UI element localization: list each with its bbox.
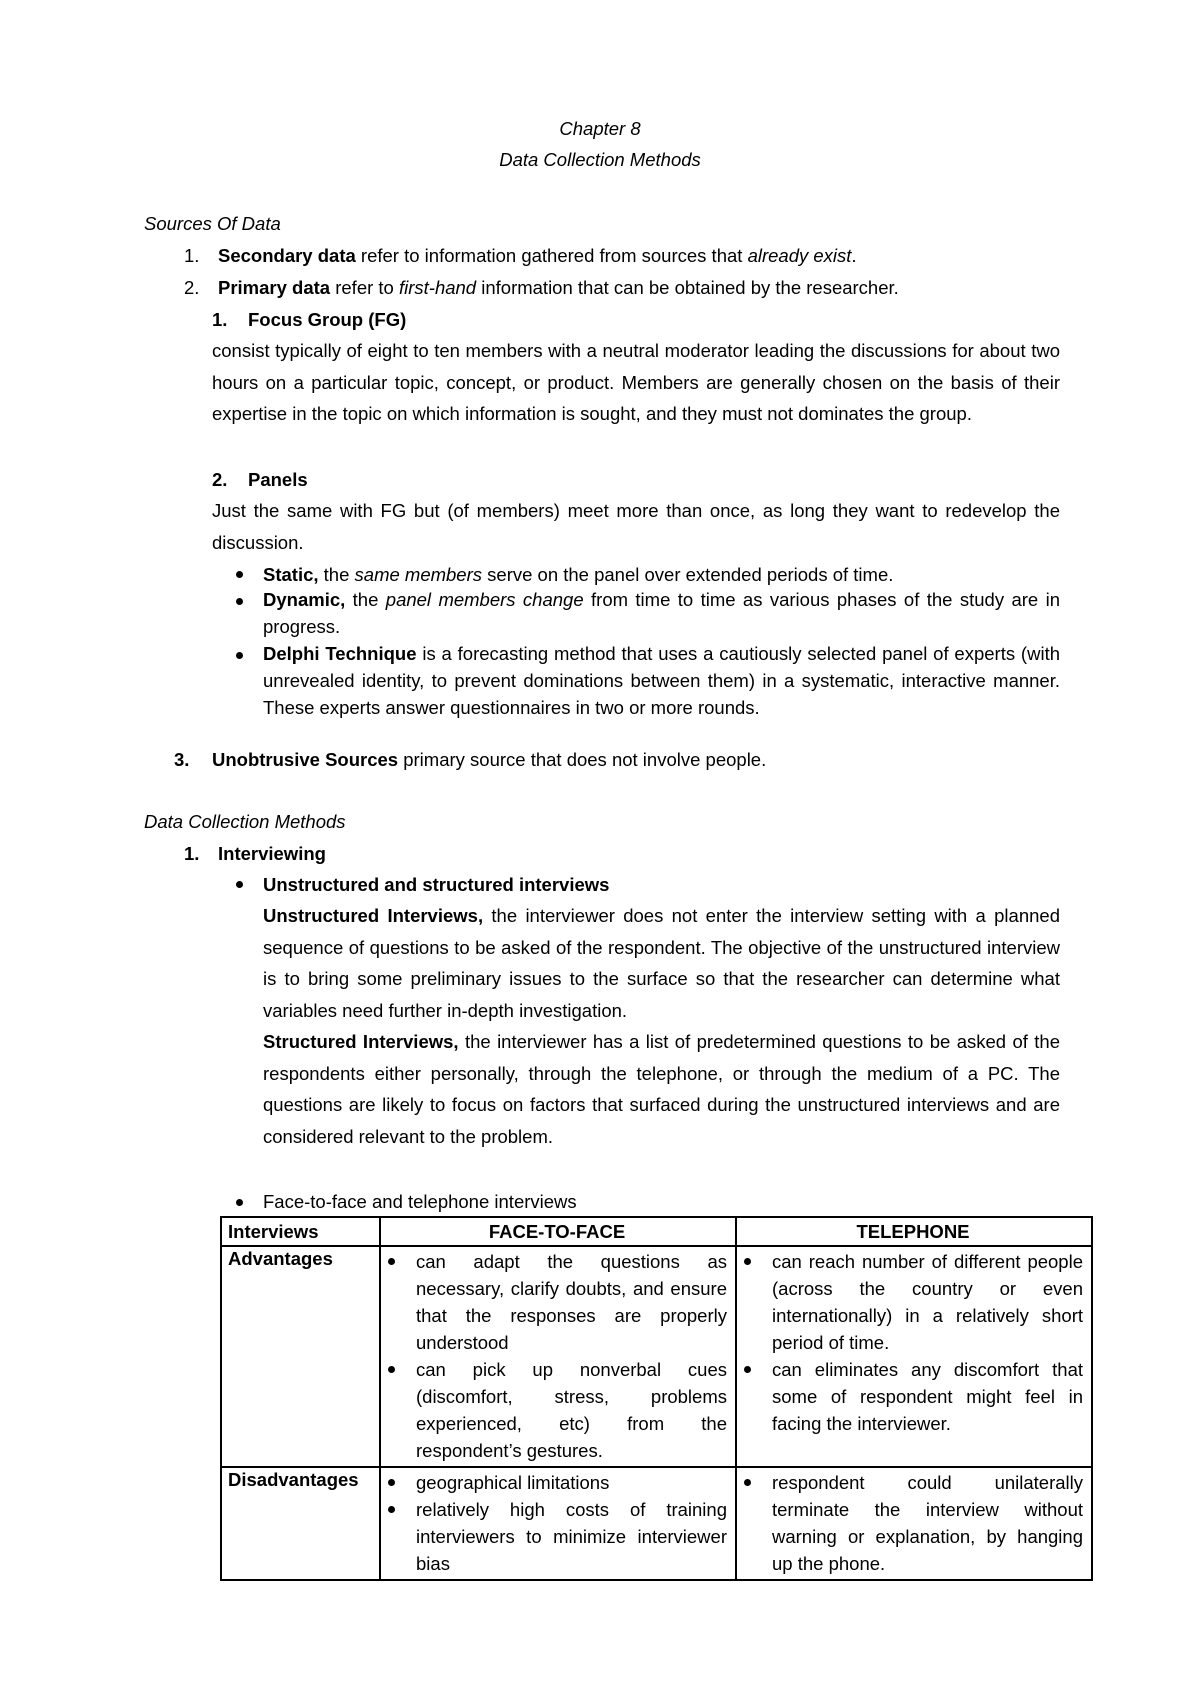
table-header: FACE-TO-FACE: [380, 1217, 736, 1246]
section-heading-methods: Data Collection Methods: [144, 811, 346, 832]
list-number: 3.: [174, 749, 190, 770]
secondary-data-item: Secondary data refer to information gathered from sources that already exist.: [218, 245, 857, 266]
interview-types-heading: Unstructured and structured interviews: [263, 874, 610, 895]
table-header: TELEPHONE: [736, 1217, 1092, 1246]
structured-interviews-para: Structured Interviews, the interviewer has a list of predetermined questions to be asked of the respondents either personally, through the telephone, or through the medium of a PC. The questions are likely to focus on factors that surfaced during the unstructured interviews and are considered relevant to the problem.: [263, 1031, 1060, 1147]
table-cell: [380, 1246, 736, 1467]
panels-body: Just the same with FG but (of members) meet more than once, as long they want to redevelop the discussion.: [212, 500, 1060, 553]
dynamic-panel-item: Dynamic, the panel members change from time to time as various phases of the study are in progress.: [263, 589, 1060, 637]
list-number: 2.: [212, 469, 228, 490]
table-row: [221, 1246, 1092, 1467]
list-number: 1.: [212, 309, 228, 330]
table-cell: [380, 1467, 736, 1580]
list-number: 1.: [184, 245, 200, 266]
term: Secondary data: [218, 245, 356, 266]
f2f-telephone-heading: Face-to-face and telephone interviews: [263, 1191, 577, 1212]
static-panel-item: Static, the same members serve on the panel over extended periods of time.: [263, 564, 894, 585]
page-title: Data Collection Methods: [499, 149, 701, 170]
list-item: can adapt the questions as necessary, clarify doubts, and ensure that the responses are properly understood: [387, 1248, 727, 1356]
list-item: relatively high costs of training interviewers to minimize interviewer bias: [387, 1496, 727, 1577]
focus-group-title: Focus Group (FG): [248, 309, 407, 330]
list-item: can eliminates any discomfort that some of respondent might feel in facing the interviewer.: [743, 1356, 1083, 1437]
chapter-label: Chapter 8: [559, 118, 641, 139]
delphi-technique-item: Delphi Technique is a forecasting method that uses a cautiously selected panel of experts (with unrevealed identity, to prevent dominations between them) in a systematic, interactive manner. These experts answer questionnaires in two or more rounds.: [263, 643, 1060, 718]
row-label: Advantages: [221, 1246, 380, 1467]
list-number: 2.: [184, 277, 200, 298]
list-number: 1.: [184, 843, 200, 864]
unstructured-interviews-para: Unstructured Interviews, the interviewer does not enter the interview setting with a planned sequence of questions to be asked of the respondent. The objective of the unstructured interview is to bring some preliminary issues to the surface so that the researcher can determine what variables need further in-depth investigation.: [263, 905, 1060, 1021]
bullet: [236, 571, 243, 578]
table-row: [221, 1467, 1092, 1580]
unobtrusive-sources-item: Unobtrusive Sources primary source that does not involve people.: [212, 749, 767, 770]
term: Primary data: [218, 277, 331, 298]
bullet: [236, 881, 243, 888]
bullet: [236, 598, 243, 605]
list-item: respondent could unilaterally terminate the interview without warning or explanation, by hanging up the phone.: [743, 1469, 1083, 1577]
table-cell: [736, 1467, 1092, 1580]
list-item: can pick up nonverbal cues (discomfort, stress, problems experienced, etc) from the respondent’s gestures.: [387, 1356, 727, 1464]
focus-group-body: consist typically of eight to ten members with a neutral moderator leading the discussions for about two hours on a particular topic, concept, or product. Members are generally chosen on the basis of their expertise in the topic on which information is sought, and they must not dominates the group.: [212, 340, 1060, 424]
bullet: [236, 1199, 243, 1206]
row-label: Disadvantages: [221, 1467, 380, 1580]
table-cell: [736, 1246, 1092, 1467]
table-header: Interviews: [221, 1217, 380, 1246]
table-header-row: [221, 1217, 1092, 1246]
interviewing-title: Interviewing: [218, 843, 326, 864]
interviews-comparison-table: [220, 1216, 1093, 1581]
list-item: geographical limitations: [387, 1469, 727, 1496]
primary-data-item: Primary data refer to first-hand information that can be obtained by the researcher.: [218, 277, 899, 298]
bullet: [236, 652, 243, 659]
section-heading-sources: Sources Of Data: [144, 213, 281, 234]
list-item: can reach number of different people (across the country or even internationally) in a relatively short period of time.: [743, 1248, 1083, 1356]
panels-title: Panels: [248, 469, 308, 490]
